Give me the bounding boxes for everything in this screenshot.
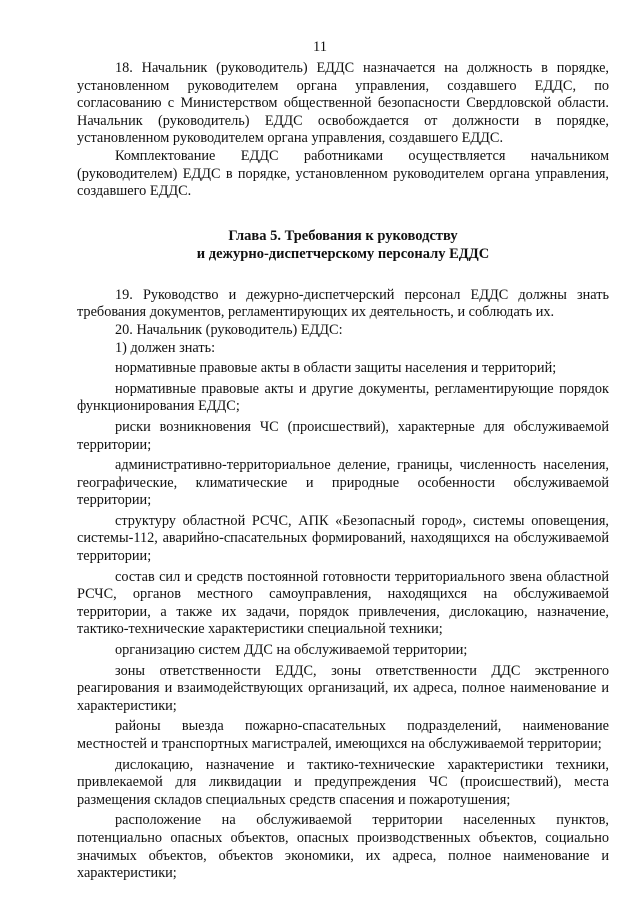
document-body [77,60,609,883]
chapter-title-line-2: и дежурно-диспетчерскому персоналу ЕДДС [196,245,490,262]
paragraph-19: 19. Руководство и дежурно-диспетчерский персонал ЕДДС должны знать требования документов, регламентирующих их деятельность, и соблюдать их. [77,286,609,321]
list-item: риски возникновения ЧС (происшествий), характерные для обслуживаемой территории; [77,418,609,453]
list-item: организацию систем ДДС на обслуживаемой территории; [115,642,468,659]
paragraph-staffing: Комплектование ЕДДС работниками осуществляется начальником (руководителем) ЕДДС в порядке, установленном руководителем органа управления, создавшего ЕДДС. [77,147,609,200]
list-item: районы выезда пожарно-спасательных подразделений, наименование местностей и транспортных магистралей, имеющихся на обслуживаемой территории; [77,718,609,752]
list-item: административно-территориальное деление, границы, численность населения, географические, климатические и природные особенности обслуживаемой территории; [77,457,609,509]
list-item: состав сил и средств постоянной готовности территориального звена областной РСЧС, органов местного самоуправления, находящихся на обслуживаемой территории, а также их задачи, порядок привлечения, дислокацию, назначение, тактико-технические характеристики специальной техники; [77,568,609,638]
list-item: структуру областной РСЧС, АПК «Безопасный город», системы оповещения, системы-112, аварийно-спасательных формирований, находящихся на обслуживаемой территории; [77,512,609,565]
chapter-heading [77,227,609,263]
page-number: 11 [313,39,327,55]
subitem-must-know: 1) должен знать: [115,339,216,356]
list-item: дислокацию, назначение и тактико-технические характеристики техники, привлекаемой для ликвидации и предупреждения ЧС (происшествий), места размещения складов специальных средств спасения и пожаротушения; [77,756,609,808]
list-item: нормативные правовые акты и другие документы, регламентирующие порядок функционирования ЕДДС; [77,380,609,415]
paragraph-20: 20. Начальник (руководитель) ЕДДС: [115,321,343,338]
list-item: зоны ответственности ЕДДС, зоны ответственности ДДС экстренного реагирования и взаимодействующих организаций, их адреса, полное наименование и характеристики; [77,662,609,714]
chapter-title-line-1: Глава 5. Требования к руководству [228,227,458,244]
list-item: нормативные правовые акты в области защиты населения и территорий; [115,360,557,377]
list-item: расположение на обслуживаемой территории населенных пунктов, потенциально опасных объектов, опасных производственных объектов, социально значимых объектов, объектов экономики, их адреса, полное наименование и характеристики; [77,812,609,882]
paragraph-18: 18. Начальник (руководитель) ЕДДС назначается на должность в порядке, установленном руководителем органа управления, создавшего ЕДДС, по согласованию с Министерством общественной безопасности Свердловской области. Начальник (руководитель) ЕДДС освобождается от должности в порядке, установленном руководителем органа управления, создавшего ЕДДС. [77,60,609,147]
